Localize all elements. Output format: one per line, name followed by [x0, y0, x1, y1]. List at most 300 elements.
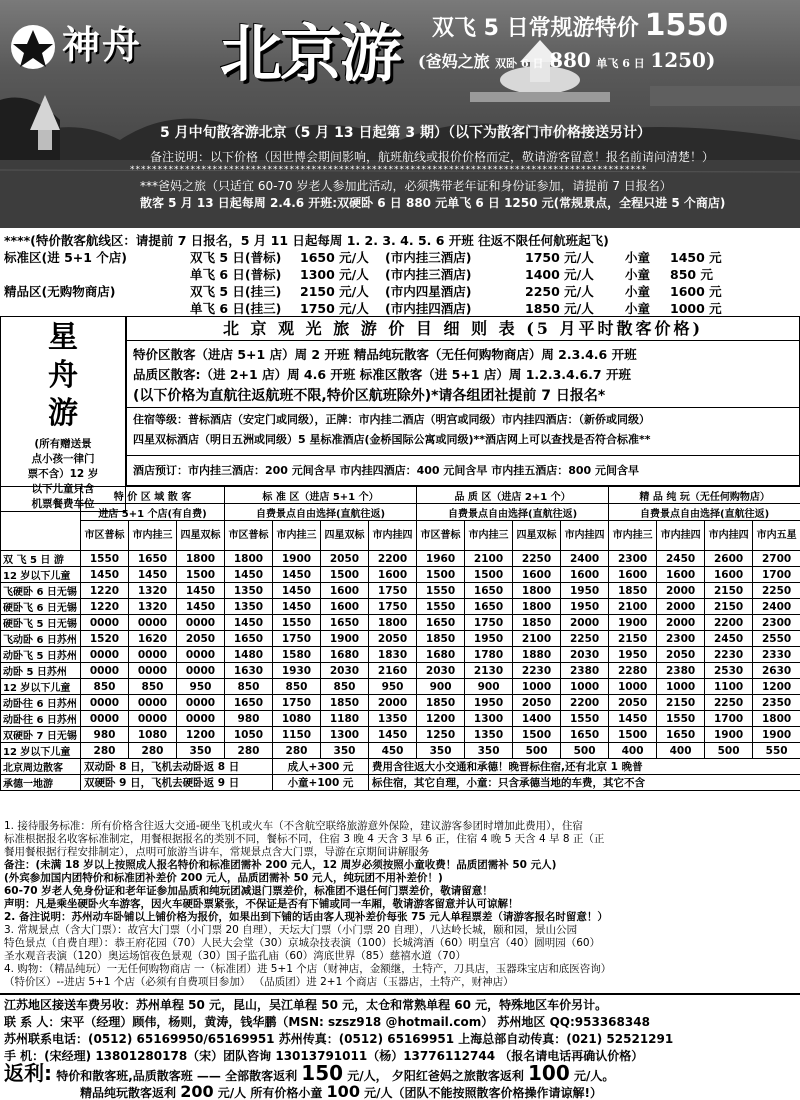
table-row — [1, 631, 800, 647]
price-cell: 0000 — [129, 647, 177, 663]
subgroup-header: 自费景点自由选择(直航往返) — [609, 504, 800, 521]
price-cell: 0000 — [81, 647, 129, 663]
summary-hotel: (市内挂四酒店) — [385, 301, 472, 316]
price-cell: 1750 — [465, 615, 513, 631]
contact-section — [0, 993, 800, 1100]
price-cell: 1800 — [177, 551, 225, 567]
row-label: 动卧 5 日苏州 — [1, 663, 81, 679]
price-cell: 1650 — [417, 615, 465, 631]
price-cell: 1630 — [225, 663, 273, 679]
price-cell: 2200 — [369, 551, 417, 567]
price-cell: 2050 — [609, 695, 657, 711]
terms-line: (外宾参加国内团特价和标准团补差价 200 元人，品质团需补 50 元人，纯玩团不用补差价！) — [4, 872, 443, 884]
price-cell: 1100 — [705, 679, 753, 695]
price-cell: 2330 — [753, 647, 800, 663]
rebate-line — [80, 1084, 602, 1100]
phone-fax-line: 苏州联系电话：(0512) 65169950/65169951 苏州传真：(0512) 65169951 上海总部自动传真：(021) 52521291 — [4, 1032, 674, 1046]
destination-title: 北京游 — [220, 17, 401, 90]
price-cell: 280 — [129, 743, 177, 759]
price-cell: 2300 — [753, 615, 800, 631]
price-cell: 1750 — [369, 599, 417, 615]
price-cell: 1180 — [321, 711, 369, 727]
price-cell: 2050 — [321, 551, 369, 567]
price-cell: 2200 — [561, 695, 609, 711]
price-cell: 0000 — [81, 711, 129, 727]
price-cell: 1450 — [177, 599, 225, 615]
summary-trip: 双飞 5 日(挂三) — [190, 284, 282, 299]
price-cell: 2250 — [753, 583, 800, 599]
price-cell: 1450 — [177, 583, 225, 599]
price-cell: 2450 — [705, 631, 753, 647]
price-cell: 1830 — [369, 647, 417, 663]
price-cell: 2050 — [177, 631, 225, 647]
transfer-fee-line: 江苏地区接送车费另收：苏州单程 50 元，昆山，吴江单程 50 元，太仓和常熟单程 60 元，特殊地区车价另计。 — [4, 998, 608, 1012]
note-line: (所有赠送景 — [34, 438, 92, 450]
price-cell: 2230 — [513, 663, 561, 679]
price-cell: 1450 — [129, 567, 177, 583]
price-cell: 1000 — [561, 679, 609, 695]
note-line: 以下儿童只含 — [31, 483, 95, 495]
price-cell: 1850 — [417, 695, 465, 711]
price-cell: 2000 — [657, 615, 705, 631]
price-cell: 2100 — [609, 599, 657, 615]
price-cell: 2100 — [513, 631, 561, 647]
column-header: 市内五星 — [753, 521, 800, 551]
summary-child-price: 850 元 — [670, 267, 713, 282]
extra-row-label: 承德一地游 — [1, 775, 81, 791]
price-cell: 1200 — [417, 711, 465, 727]
price-cell: 1600 — [369, 567, 417, 583]
price-cell: 850 — [81, 679, 129, 695]
summary-hotel: (市内挂三酒店) — [385, 250, 472, 265]
terms-line: 声明：凡是乘坐硬卧火车游客，因火车硬卧票紧张，不保证是否有下铺或同一车厢，敬请游客留意并认可谅解！ — [4, 898, 519, 910]
row-label: 12 岁以下儿童 — [1, 567, 81, 583]
price-cell: 1500 — [417, 567, 465, 583]
price-cell: 1350 — [369, 711, 417, 727]
rule-line: (以下价格为直航往返航班不限,特价区航班除外)*请各组团社提前 7 日报名* — [133, 388, 606, 404]
table-row — [1, 551, 800, 567]
price-cell: 1700 — [705, 711, 753, 727]
price-cell: 850 — [321, 679, 369, 695]
price-cell: 1000 — [657, 679, 705, 695]
extra-row-price: 小童+100 元 — [273, 775, 369, 791]
price-cell: 2100 — [465, 551, 513, 567]
column-header: 四星双标 — [177, 521, 225, 551]
price-cell: 1450 — [225, 615, 273, 631]
row-label: 12 岁以下儿童 — [1, 743, 81, 759]
parents-tour-promo — [418, 48, 715, 72]
special-offer-summary — [0, 230, 800, 316]
price-cell: 1650 — [129, 551, 177, 567]
price-cell: 1900 — [321, 631, 369, 647]
summary-zone-label: 精品区(无购物商店) — [4, 284, 116, 299]
table-row — [1, 583, 800, 599]
price-cell: 1800 — [513, 583, 561, 599]
company-logo-icon — [8, 22, 58, 72]
price-cell: 1930 — [273, 663, 321, 679]
price-cell: 1600 — [513, 567, 561, 583]
summary-child-label: 小童 — [625, 301, 651, 316]
price-cell: 1680 — [417, 647, 465, 663]
pricing-table-title: 北 京 观 光 旅 游 价 目 细 则 表 (5 月平时散客价格) — [127, 317, 799, 341]
summary-price: 1300 元/人 — [300, 267, 369, 282]
price-cell: 2600 — [705, 551, 753, 567]
rebate-line — [4, 1061, 615, 1085]
row-label: 双硬卧 7 日无锡 — [1, 727, 81, 743]
pricing-rules-box — [126, 316, 800, 486]
price-cell: 1900 — [753, 727, 800, 743]
note-line: 票不含）12 岁 — [27, 468, 99, 480]
note-line: 机票餐费车位 — [31, 498, 95, 510]
price-cell: 2030 — [561, 647, 609, 663]
price-cell: 2450 — [657, 551, 705, 567]
terms-line: 餐用餐根据行程安排制定），点明可旅游当讲车，常规景点含大门票，导游在京期间讲解服务 — [4, 846, 430, 858]
table-row — [1, 615, 800, 631]
terms-line: （特价区）--进店 5+1 个店（必须有自费项目参加） （品质团）进 2+1 个商店（玉器店，土特产，财神店） — [4, 976, 514, 988]
extra-row-trip: 双动卧 8 日，飞机去动卧返 8 日 — [81, 759, 273, 775]
price-cell: 2150 — [609, 631, 657, 647]
extra-row-label: 北京周边散客 — [1, 759, 81, 775]
subgroup-header: 自费景点自由选择(直航往返) — [417, 504, 609, 521]
summary-zone-label: 标准区(进 5+1 个店) — [4, 250, 127, 265]
rebate-amount: 200 — [180, 1082, 214, 1100]
row-label: 硬卧飞 6 日无锡 — [1, 599, 81, 615]
column-header: 市内挂四 — [369, 521, 417, 551]
column-header: 四星双标 — [321, 521, 369, 551]
table-corner — [1, 487, 81, 551]
price-cell: 2400 — [561, 551, 609, 567]
price-cell: 2630 — [753, 663, 800, 679]
price-cell: 980 — [81, 727, 129, 743]
row-label: 动卧飞 5 日苏州 — [1, 647, 81, 663]
agency-name-char: 星 — [48, 320, 78, 355]
price-cell: 850 — [273, 679, 321, 695]
price-cell: 350 — [177, 743, 225, 759]
extra-row-note: 费用含往返大小交通和承德！晚晋标住宿,还有北京 1 晚普 — [369, 759, 800, 775]
price-cell: 900 — [465, 679, 513, 695]
summary-price-upgrade: 1750 元/人 — [525, 250, 594, 265]
divider — [127, 455, 799, 456]
price-cell: 1450 — [609, 711, 657, 727]
contact-persons-line: 联 系 人：宋平（经理）顾伟，杨则，黄涛，钱华鹏（MSN: szsz918 @hotmail.com） 苏州地区 QQ:953368348 — [4, 1015, 650, 1029]
price-cell: 280 — [225, 743, 273, 759]
rebate-unit: 元/人。 — [573, 1069, 615, 1083]
price-cell: 1450 — [81, 567, 129, 583]
agency-name-char: 舟 — [48, 358, 78, 393]
price-cell: 2530 — [705, 663, 753, 679]
price-cell: 1650 — [465, 583, 513, 599]
price-cell: 450 — [369, 743, 417, 759]
subgroup-header: 进店 5+1 个店(有自费) — [81, 504, 225, 521]
table-row — [1, 711, 800, 727]
price-cell: 2000 — [657, 599, 705, 615]
summary-price-upgrade: 2250 元/人 — [525, 284, 594, 299]
price-cell: 1900 — [609, 615, 657, 631]
column-header: 市区普标 — [81, 521, 129, 551]
price-cell: 2000 — [369, 695, 417, 711]
price-cell: 1550 — [561, 711, 609, 727]
price-cell: 1300 — [465, 711, 513, 727]
parents-single-label: 单飞 6 日 — [596, 57, 645, 70]
price-cell: 400 — [609, 743, 657, 759]
terms-line: 3. 常规景点（含大门票）：故宫大门票（小门票 20 自理），天坛大门票（小门票 20 自理），八达岭长城，颐和园，景山公园 — [4, 924, 578, 936]
summary-trip: 单飞 6 日(普标) — [190, 267, 282, 282]
column-header: 市内挂四 — [705, 521, 753, 551]
price-cell: 1800 — [369, 615, 417, 631]
rule-line: 品质区散客:（进 2+1 店）周 4.6 开班 标准区散客（进 5+1 店）周 1.2.3.4.6.7 开班 — [133, 367, 631, 382]
price-cell: 1900 — [705, 727, 753, 743]
summary-price: 1750 元/人 — [300, 301, 369, 316]
summary-child-price: 1000 元 — [670, 301, 722, 316]
column-header: 市区普标 — [225, 521, 273, 551]
price-cell: 0000 — [177, 711, 225, 727]
price-cell: 1250 — [417, 727, 465, 743]
terms-line: 4. 购物：（精品纯玩）一无任何购物商店 一（标准团）进 5+1 个店（财神店，金额继，土特产，刀具店，玉器珠宝店和底医咨询） — [4, 963, 612, 975]
price-cell: 500 — [705, 743, 753, 759]
rebate-text: 夕阳红爸妈之旅散客返利 — [391, 1069, 524, 1083]
price-cell: 1750 — [369, 583, 417, 599]
price-cell: 2050 — [513, 695, 561, 711]
price-cell: 1480 — [225, 647, 273, 663]
price-cell: 1150 — [273, 727, 321, 743]
price-cell: 2300 — [657, 631, 705, 647]
price-cell: 2350 — [753, 695, 800, 711]
price-cell: 1950 — [465, 631, 513, 647]
promo-headline — [432, 8, 728, 43]
price-table — [0, 486, 800, 791]
price-cell: 1450 — [225, 567, 273, 583]
subgroup-header: 自费景点自由选择(直航往返) — [225, 504, 417, 521]
group-header: 精 品 纯 玩（无任何购物店） — [609, 487, 800, 504]
rebate-text: 特价和散客班,品质散客班 —— 全部散客返利 — [56, 1069, 298, 1083]
price-cell: 1900 — [273, 551, 321, 567]
price-cell: 0000 — [177, 647, 225, 663]
price-cell: 2130 — [465, 663, 513, 679]
price-cell: 2160 — [369, 663, 417, 679]
terms-line: 1. 接待服务标准：所有价格含往返大交通-硬坐飞机或火车（不含航空联络旅游意外保险，建议游客参团时增加此费用），住宿 — [4, 820, 583, 832]
summary-child-price: 1450 元 — [670, 250, 722, 265]
price-cell: 1650 — [225, 631, 273, 647]
price-cell: 1580 — [273, 647, 321, 663]
price-cell: 1550 — [657, 711, 705, 727]
row-label: 硬卧飞 5 日无锡 — [1, 615, 81, 631]
price-cell: 1450 — [369, 727, 417, 743]
price-cell: 1750 — [273, 631, 321, 647]
price-cell: 1500 — [465, 567, 513, 583]
price-cell: 2150 — [705, 599, 753, 615]
row-label: 动卧往 6 日苏州 — [1, 711, 81, 727]
table-row — [1, 743, 800, 759]
price-cell: 1450 — [273, 583, 321, 599]
price-cell: 900 — [417, 679, 465, 695]
price-cell: 2300 — [609, 551, 657, 567]
table-row — [1, 679, 800, 695]
price-cell: 950 — [369, 679, 417, 695]
price-cell: 1800 — [753, 711, 800, 727]
price-cell: 2230 — [705, 647, 753, 663]
summary-trip: 单飞 6 日(挂三) — [190, 301, 282, 316]
price-cell: 2250 — [561, 631, 609, 647]
header-banner — [0, 0, 800, 228]
price-cell: 1650 — [561, 727, 609, 743]
table-row — [1, 647, 800, 663]
price-cell: 1600 — [657, 567, 705, 583]
accommodation-line: 住宿等级：普标酒店（安定门或同级），正牌：市内挂二酒店（明宫或同级）市内挂四酒店：（新侨或同级） — [133, 413, 650, 426]
price-cell: 0000 — [81, 695, 129, 711]
price-cell: 1350 — [225, 599, 273, 615]
price-cell: 1220 — [81, 599, 129, 615]
column-header: 市内挂四 — [561, 521, 609, 551]
price-cell: 2000 — [657, 583, 705, 599]
summary-child-label: 小童 — [625, 250, 651, 265]
brand-name: 神舟 — [62, 22, 143, 67]
price-cell: 0000 — [129, 711, 177, 727]
price-cell: 1600 — [705, 567, 753, 583]
accommodation-line: 四星双标酒店（明日五洲或同级）5 星标准酒店(金桥国际公寓或同级)**酒店网上可以查找是否符合标准** — [133, 433, 651, 446]
price-cell: 1650 — [321, 615, 369, 631]
row-label: 飞硬卧 6 日无锡 — [1, 583, 81, 599]
price-cell: 1550 — [273, 615, 321, 631]
row-label: 双 飞 5 日 游 — [1, 551, 81, 567]
price-cell: 1500 — [321, 567, 369, 583]
price-cell: 1400 — [513, 711, 561, 727]
price-cell: 2030 — [417, 663, 465, 679]
rebate-text: 元/人（团队不能按照散客价格操作请谅解!） — [364, 1086, 602, 1100]
price-cell: 2150 — [657, 695, 705, 711]
price-cell: 1550 — [417, 583, 465, 599]
price-cell: 350 — [321, 743, 369, 759]
banner-subtitle: 5 月中旬散客游北京（5 月 13 日起第 3 期）（以下为散客门市价格接送另计） — [160, 125, 651, 141]
price-cell: 0000 — [81, 615, 129, 631]
summary-trip: 双飞 5 日(普标) — [190, 250, 282, 265]
price-cell: 1350 — [465, 727, 513, 743]
rebate-text: 精品纯玩散客返利 — [80, 1086, 177, 1100]
price-cell: 850 — [129, 679, 177, 695]
summary-hotel: (市内挂三酒店) — [385, 267, 472, 282]
divider — [127, 407, 799, 408]
rebate-unit: 元/人 所有价格小童 — [217, 1086, 323, 1100]
mobile-line: 手 机：(宋经理) 13801280178（宋）团队咨询 13013791011（杨）13776112744 （报名请电话再确认价格） — [4, 1049, 644, 1063]
price-cell: 1850 — [321, 695, 369, 711]
price-cell: 1850 — [609, 583, 657, 599]
price-cell: 1620 — [129, 631, 177, 647]
table-row — [1, 663, 800, 679]
rebate-label: 返利: — [4, 1061, 52, 1085]
price-cell: 1320 — [129, 583, 177, 599]
summary-price-upgrade: 1850 元/人 — [525, 301, 594, 316]
price-cell: 1650 — [657, 727, 705, 743]
summary-hotel: (市内四星酒店) — [385, 284, 472, 299]
column-header: 市内挂三 — [273, 521, 321, 551]
extra-row-trip: 双硬卧 9 日，飞机去硬卧返 9 日 — [81, 775, 273, 791]
price-cell: 850 — [225, 679, 273, 695]
price-cell: 1700 — [753, 567, 800, 583]
price-cell: 1600 — [321, 583, 369, 599]
promo-price: 1550 — [644, 8, 729, 43]
price-cell: 0000 — [129, 663, 177, 679]
price-cell: 1080 — [129, 727, 177, 743]
column-header: 市内挂三 — [609, 521, 657, 551]
group-header: 特 价 区 域 散 客 — [81, 487, 225, 504]
price-cell: 2380 — [657, 663, 705, 679]
column-header: 市内挂三 — [465, 521, 513, 551]
price-cell: 1750 — [273, 695, 321, 711]
price-cell: 1550 — [417, 599, 465, 615]
extra-row-price: 成人+300 元 — [273, 759, 369, 775]
rebate-amount: 100 — [528, 1061, 570, 1085]
price-cell: 2380 — [561, 663, 609, 679]
price-cell: 1600 — [321, 599, 369, 615]
summary-price-upgrade: 1400 元/人 — [525, 267, 594, 282]
price-cell: 2550 — [753, 631, 800, 647]
price-cell: 1000 — [513, 679, 561, 695]
price-cell: 0000 — [177, 695, 225, 711]
price-cell: 1650 — [465, 599, 513, 615]
price-cell: 1800 — [513, 599, 561, 615]
price-cell: 1950 — [465, 695, 513, 711]
terms-line: 60-70 岁老人免身份证和老年证参加品质和纯玩团减退门票差价，标准团不退任何门票差价，敬请留意！ — [4, 885, 493, 897]
price-cell: 0000 — [81, 663, 129, 679]
price-cell: 1000 — [609, 679, 657, 695]
price-cell: 1450 — [273, 567, 321, 583]
price-cell: 0000 — [177, 615, 225, 631]
price-cell: 2250 — [513, 551, 561, 567]
rule-line: 特价区散客（进店 5+1 店）周 2 开班 精品纯玩散客（无任何购物商店）周 2.3.4.6 开班 — [133, 347, 637, 362]
price-cell: 1780 — [465, 647, 513, 663]
rebate-unit: 元/人， — [347, 1069, 388, 1083]
table-row — [1, 695, 800, 711]
summary-child-price: 1600 元 — [670, 284, 722, 299]
price-cell: 1080 — [273, 711, 321, 727]
agency-name-char: 游 — [48, 396, 78, 431]
terms-line: 特色景点（自费自理）：恭王府花园（70）人民大会堂（30）京城杂技表演（100）长城湾酒（60）明皇宫（40）圆明园（60） — [4, 937, 601, 949]
table-row — [1, 599, 800, 615]
price-cell: 350 — [417, 743, 465, 759]
price-cell: 1850 — [513, 615, 561, 631]
price-cell: 500 — [513, 743, 561, 759]
parents-single-price: 1250) — [650, 48, 716, 72]
price-cell: 1350 — [225, 583, 273, 599]
price-cell: 400 — [657, 743, 705, 759]
price-cell: 1950 — [561, 583, 609, 599]
price-cell: 280 — [81, 743, 129, 759]
price-cell: 1960 — [417, 551, 465, 567]
hotel-booking-line: 酒店预订：市内挂三酒店：200 元间含早 市内挂四酒店：400 元间含早 市内挂五酒店：800 元间含早 — [133, 464, 640, 477]
table-row — [1, 727, 800, 743]
banner-divider: ********************************************************************************************** — [130, 165, 647, 175]
parents-double-price: 880 — [549, 48, 591, 72]
price-cell: 950 — [177, 679, 225, 695]
parents-double-label: 双卧 6 日 — [495, 57, 544, 70]
terms-line: 2. 备注说明：苏州动车卧铺以上铺价格为报价，如果出到下铺的话由客人现补差价每张 75 元人单程票差（请游客报名时留意！） — [4, 911, 608, 923]
price-cell: 550 — [753, 743, 800, 759]
rebate-amount: 100 — [326, 1082, 360, 1100]
price-cell: 1200 — [177, 727, 225, 743]
price-cell: 1880 — [513, 647, 561, 663]
extra-row-note: 标住宿，其它自理，小童：只含承德当地的车费，其它不含 — [369, 775, 800, 791]
price-cell: 2050 — [369, 631, 417, 647]
terms-line: 标准根据报名收客标准制定，用餐根据报名的类别不同，餐标不同，住宿 3 晚 4 天含 3 早 6 正，住宿 4 晚 5 天含 4 早 8 正（正 — [4, 833, 605, 845]
price-cell: 1200 — [753, 679, 800, 695]
price-cell: 2030 — [321, 663, 369, 679]
row-label: 12 岁以下儿童 — [1, 679, 81, 695]
column-header: 市内挂三 — [129, 521, 177, 551]
price-cell: 350 — [465, 743, 513, 759]
price-cell: 1680 — [321, 647, 369, 663]
price-cell: 1500 — [177, 567, 225, 583]
terms-line: 圣水观音表演（120）奥运场馆夜色景观（30）国子监孔庙（60）湾底世界（85）慈禧水道（70） — [4, 950, 466, 962]
price-cell: 1300 — [321, 727, 369, 743]
